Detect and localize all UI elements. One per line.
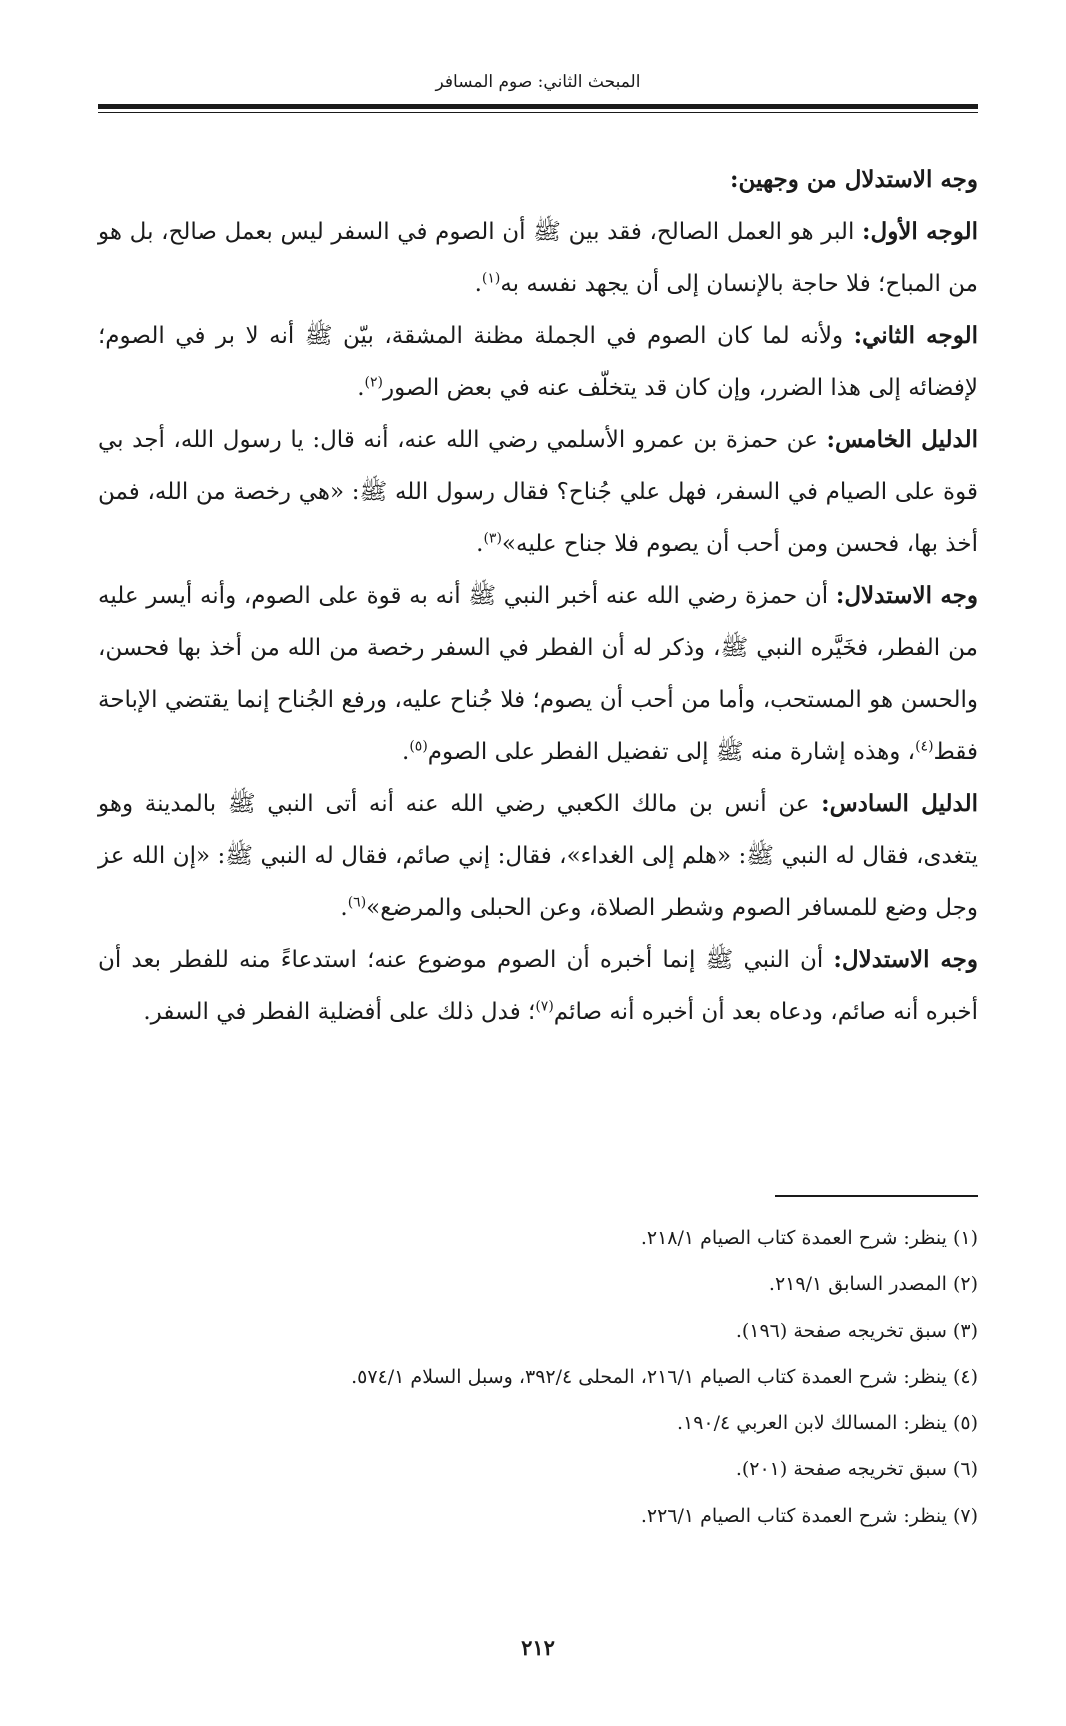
paragraph-end: . (476, 531, 484, 557)
paragraph-end: . (402, 739, 410, 765)
paragraph-end: . (340, 895, 348, 921)
footnote-ref: (٥) (409, 738, 428, 755)
paragraph-inference-2 (98, 934, 978, 1038)
main-text (98, 154, 978, 1038)
paragraph-text: ، وهذه إشارة منه ﷺ إلى تفضيل الفطر على الصوم (427, 739, 916, 765)
paragraph-text: أن حمزة رضي الله عنه أخبر النبي ﷺ أنه به قوة على الصوم، وأنه أيسر عليه من الفطر، فخَيَّره النبي ﷺ، وذكر له أن الفطر في السفر رخصة من الله من أخذ بها فحسن، والحسن هو المستحب، وأما من أحب أن يصوم؛ فلا جُناح عليه، ورفع الجُناح إنما يقتضي الإباحة فقط (98, 583, 978, 765)
paragraph-end: . (357, 375, 365, 401)
footnote-ref: (٢) (364, 374, 383, 391)
paragraph-second-aspect (98, 310, 978, 414)
paragraph-text: عن حمزة بن عمرو الأسلمي رضي الله عنه، أنه قال: يا رسول الله، أجد بي قوة على الصيام في السفر، فهل علي جُناح؟ فقال رسول الله ﷺ: «هي رخصة من الله، فمن أخذ بها، فحسن ومن أحب أن يصوم فلا جناح عليه» (98, 427, 978, 557)
paragraph-fifth-evidence (98, 414, 978, 570)
footnote: (٤) ينظر: شرح العمدة كتاب الصيام ٢١٦/١، المحلى ٣٩٢/٤، وسبل السلام ٥٧٤/١. (351, 1365, 978, 1388)
paragraph-first-aspect (98, 206, 978, 310)
footnote: (٣) سبق تخريجه صفحة (١٩٦). (735, 1319, 978, 1342)
paragraph-text: ولأنه لما كان الصوم في الجملة مظنة المشقة، بيّن ﷺ أنه لا بر في الصوم؛ لإفضائه إلى هذا الضرر، وإن كان قد يتخلّف عنه في بعض الصور (98, 323, 978, 401)
paragraph-text: أن النبي ﷺ إنما أخبره أن الصوم موضوع عنه؛ استدعاءً منه للفطر بعد أن أخبره أنه صائم، ودعاه بعد أن أخبره أنه صائم (98, 947, 978, 1025)
paragraph-label: وجه الاستدلال: (835, 582, 978, 609)
paragraph-label: الدليل السادس: (821, 790, 979, 817)
footnote: (٦) سبق تخريجه صفحة (٢٠١). (735, 1458, 978, 1481)
running-header: المبحث الثاني: صوم المسافر (435, 72, 641, 92)
paragraph-inference-1 (98, 570, 978, 778)
paragraph-sixth-evidence (98, 778, 978, 934)
footnote-ref: (٣) (483, 530, 502, 547)
paragraph-text: ؛ فدل ذلك على أفضلية الفطر في السفر. (143, 999, 536, 1025)
footnote: (٢) المصدر السابق ٢١٩/١. (768, 1273, 978, 1296)
footnotes (98, 1215, 978, 1539)
paragraph-label: الوجه الثاني: (853, 322, 979, 349)
paragraph-text: عن أنس بن مالك الكعبي رضي الله عنه أنه أتى النبي ﷺ بالمدينة وهو يتغدى، فقال له النبي ﷺ: «هلم إلى الغداء»، فقال: إني صائم، فقال له النبي ﷺ: «إن الله عز وجل وضع للمسافر الصوم وشطر الصلاة، وعن الحبلى والمرضع» (98, 791, 978, 921)
paragraph-label: وجه الاستدلال: (833, 946, 979, 973)
paragraph-label: الوجه الأول: (862, 218, 978, 245)
header-rule-thick (98, 104, 978, 109)
paragraph-heading: وجه الاستدلال من وجهين: (730, 166, 978, 193)
footnote: (٧) ينظر: شرح العمدة كتاب الصيام ٢٢٦/١. (640, 1504, 978, 1527)
page-number: ٢١٢ (521, 1635, 555, 1660)
header-rule-thin (98, 112, 978, 113)
footnote: (١) ينظر: شرح العمدة كتاب الصيام ٢١٨/١. (640, 1227, 978, 1249)
footnote-ref: (٤) (915, 738, 934, 755)
footnote-ref: (١) (481, 270, 501, 287)
paragraph-text: البر هو العمل الصالح، فقد بين ﷺ أن الصوم في السفر ليس بعمل صالح، بل هو من المباح؛ فلا حاجة بالإنسان إلى أن يجهد نفسه به (98, 219, 978, 297)
paragraph-label: الدليل الخامس: (826, 426, 978, 453)
footnote-ref: (٧) (535, 998, 554, 1015)
paragraph-end: . (474, 271, 482, 297)
footnote-separator (775, 1195, 978, 1197)
footnote-ref: (٦) (347, 894, 367, 911)
footnote: (٥) ينظر: المسالك لابن العربي ١٩٠/٤. (676, 1412, 978, 1435)
